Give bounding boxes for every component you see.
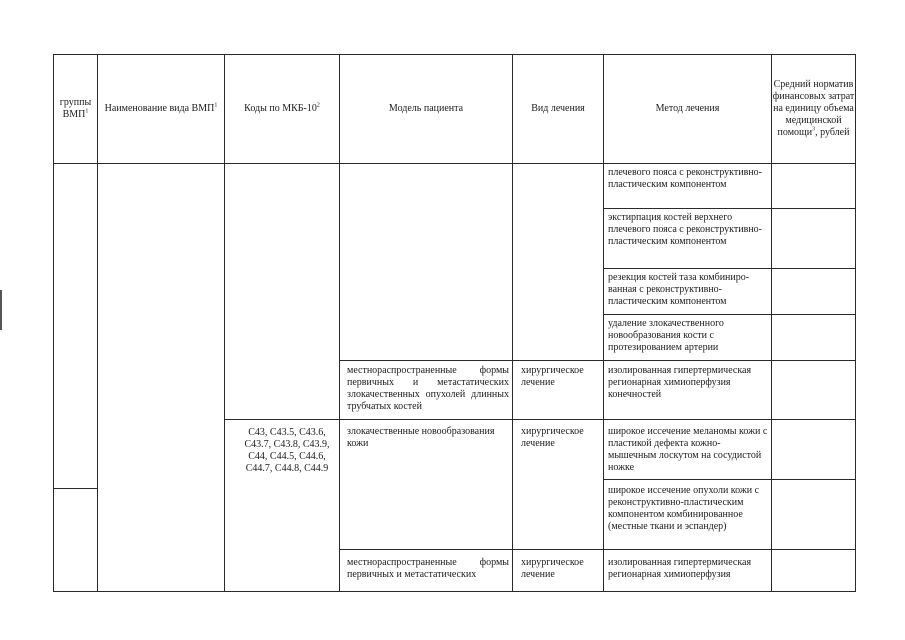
method-cell: плечевого пояса с реконструктивно-пластическим компонентом xyxy=(608,167,762,190)
header-treatment-type: Вид лечения xyxy=(531,103,585,114)
row-divider xyxy=(603,268,856,269)
row-divider xyxy=(339,360,856,361)
column-divider xyxy=(97,54,98,592)
patient-model-cell: местнораспространенные формы первичных и метастатических злокачественных опухолей длинных трубчатых костей xyxy=(347,365,509,412)
table-right-border xyxy=(855,54,856,592)
header-codes: Коды по МКБ-$10^2$ xyxy=(244,102,320,114)
method-cell: экстирпация костей верхнего плечевого пояса с реконструктивно-пластическим компонентом xyxy=(608,212,762,247)
table-bottom-border xyxy=(53,591,856,592)
method-cell: широкое иссечение опухоли кожи с реконструктивно-пластическим компонентом комбинированное (местные ткани и эспандер) xyxy=(608,485,760,532)
icd-codes-cell: C43, C43.5, C43.6, C43.7, C43.8, C43.9, C44, C44.5, C44.6, C44.7, C44.8, C44.9 xyxy=(244,427,330,474)
treatment-type-cell: хирургическое лечение xyxy=(521,557,584,580)
patient-model-cell: злокачественные новообразования кожи xyxy=(347,426,495,449)
row-divider xyxy=(224,419,856,420)
method-cell: широкое иссечение меланомы кожи с пластикой дефекта кожно-мышечным лоскутом на сосудистой ножке xyxy=(608,426,768,473)
treatment-type-cell: хирургическое лечение xyxy=(521,426,584,449)
row-divider xyxy=(339,549,856,550)
method-cell: изолированная гипертермическая регионарная химиоперфузия конечностей xyxy=(608,365,752,400)
header-bottom-border xyxy=(53,163,856,164)
method-cell: резекция костей таза комбиниро-ванная с реконструктивно-пластическим компонентом xyxy=(608,272,750,307)
header-name: Наименование вида ВМП$^1$ xyxy=(104,102,218,114)
header-group: группы ВМП$^1$ xyxy=(59,97,92,120)
row-divider xyxy=(53,488,97,489)
row-divider xyxy=(603,479,856,480)
header-method: Метод лечения xyxy=(655,103,720,114)
row-divider xyxy=(603,314,856,315)
header-norm: Средний норматив финансовых затрат на единицу объема медицинской помощи$^3$, рублей xyxy=(772,79,855,138)
header-model: Модель пациента xyxy=(388,103,464,114)
scan-margin-mark xyxy=(0,290,2,330)
treatment-type-cell: хирургическое лечение xyxy=(521,365,584,388)
patient-model-cell: местнораспространенные формы первичных и метастатических xyxy=(347,557,509,580)
row-divider xyxy=(603,208,856,209)
method-cell: изолированная гипертермическая регионарная химиоперфузия xyxy=(608,557,752,580)
method-cell: удаление злокачественного новообразования кости с протезированием артерии xyxy=(608,318,724,353)
